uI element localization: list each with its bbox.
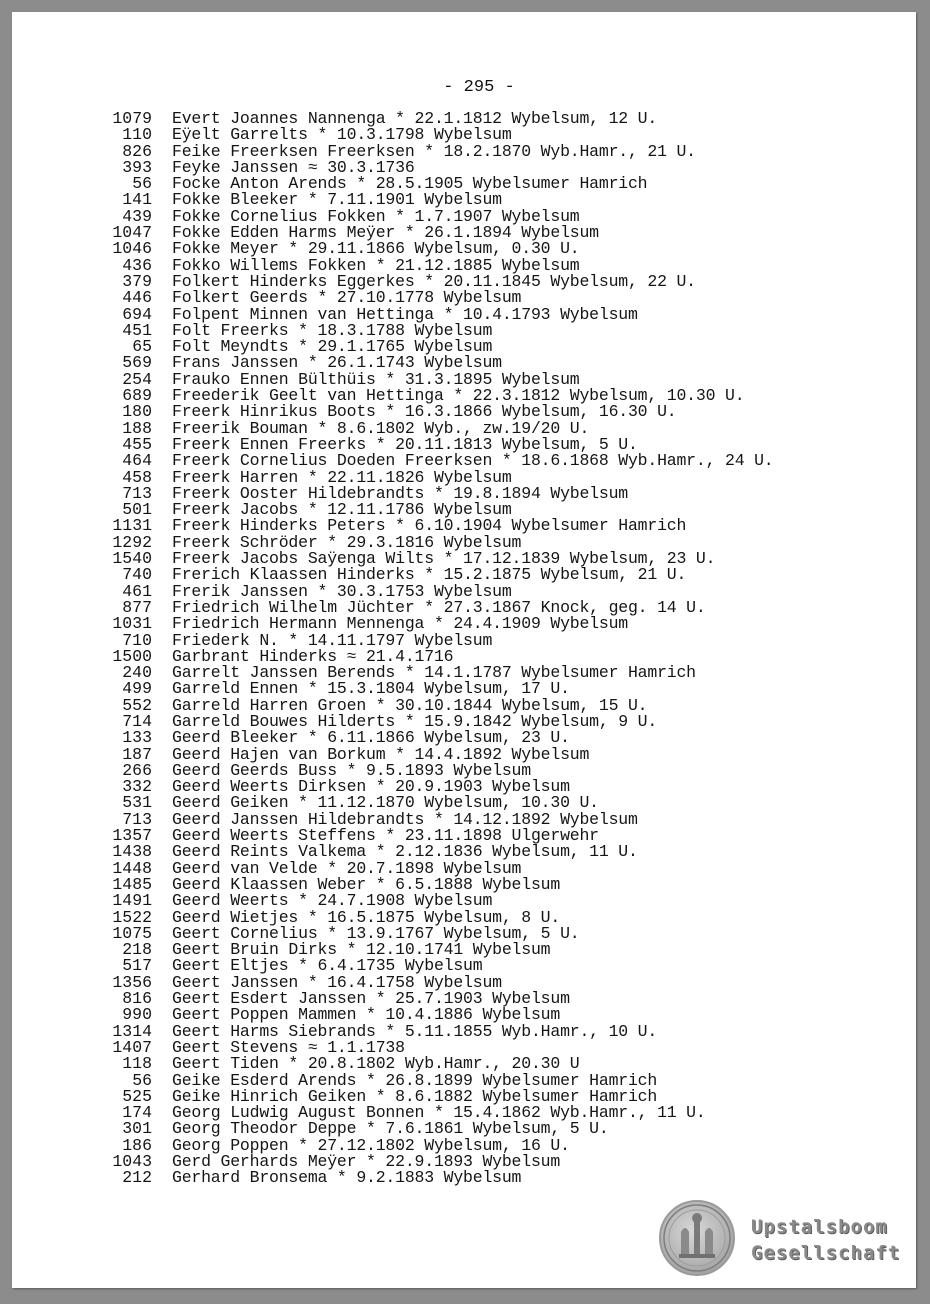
entry-number: 569 (122, 353, 152, 373)
entry-number: 188 (122, 418, 152, 438)
entry-text: Geerd Bleeker * 6.11.1866 Wybelsum, 23 U. (172, 728, 570, 748)
entry-number: 110 (122, 125, 152, 145)
entry-number: 218 (122, 940, 152, 960)
entry-number: 461 (122, 581, 152, 601)
entry-number: 65 (132, 337, 152, 357)
entry-number: 990 (122, 1005, 152, 1025)
entry-list (12, 111, 916, 1187)
entry-number: 1500 (112, 646, 152, 666)
entry-text: Freerk Jacobs Saÿenga Wilts * 17.12.1839 Wybelsum, 23 U. (172, 549, 716, 569)
entry-number: 141 (122, 190, 152, 210)
entry-text: Garrelt Janssen Berends * 14.1.1787 Wybelsumer Hamrich (172, 663, 696, 683)
entry-number: 301 (122, 1119, 152, 1139)
entry-text: Fokke Edden Harms Meÿer * 26.1.1894 Wybelsum (172, 223, 599, 243)
entry-text: Freerk Hinrikus Boots * 16.3.1866 Wybelsum, 16.30 U. (172, 402, 677, 422)
entry-number: 877 (122, 597, 152, 617)
entry-text: Frans Janssen * 26.1.1743 Wybelsum (172, 353, 502, 373)
entry-text: Geerd Geiken * 11.12.1870 Wybelsum, 10.30 U. (172, 793, 599, 813)
entry-text: Friederk N. * 14.11.1797 Wybelsum (172, 630, 493, 650)
entry-number: 517 (122, 956, 152, 976)
society-logo (659, 1200, 919, 1280)
entry-number: 1075 (112, 923, 152, 943)
entry-number: 689 (122, 386, 152, 406)
entry-number: 266 (122, 760, 152, 780)
logo-line-2: Gesellschaft (751, 1242, 901, 1264)
entry-number: 439 (122, 206, 152, 226)
entry-number: 826 (122, 141, 152, 161)
entry-text: Georg Ludwig August Bonnen * 15.4.1862 Wyb.Hamr., 11 U. (172, 1103, 706, 1123)
entry-text: Friedrich Wilhelm Jüchter * 27.3.1867 Knock, geg. 14 U. (172, 597, 706, 617)
entry-number: 1047 (112, 223, 152, 243)
entry-text: Geike Esderd Arends * 26.8.1899 Wybelsumer Hamrich (172, 1070, 658, 1090)
entry-number: 446 (122, 288, 152, 308)
logo-line-1: Upstalsboom (751, 1216, 888, 1238)
entry-text: Frerich Klaassen Hinderks * 15.2.1875 Wybelsum, 21 U. (172, 565, 687, 585)
entry-number: 694 (122, 304, 152, 324)
entry-text: Freerk Ennen Freerks * 20.11.1813 Wybelsum, 5 U. (172, 434, 638, 454)
entry-number: 1357 (112, 826, 152, 846)
entry-text: Feyke Janssen ≈ 30.3.1736 (172, 157, 415, 177)
entry-number: 254 (122, 369, 152, 389)
document-page (12, 12, 916, 1288)
entry-text: Georg Theodor Deppe * 7.6.1861 Wybelsum, 5 U. (172, 1119, 609, 1139)
entry-text: Freerk Hinderks Peters * 6.10.1904 Wybelsumer Hamrich (172, 516, 687, 536)
entry-text: Geike Hinrich Geiken * 8.6.1882 Wybelsumer Hamrich (172, 1086, 658, 1106)
entry-number: 436 (122, 255, 152, 275)
list-item (12, 1170, 916, 1186)
entry-text: Freerk Cornelius Doeden Freerksen * 18.6.1868 Wyb.Hamr., 24 U. (172, 451, 774, 471)
entry-text: Geerd Geerds Buss * 9.5.1893 Wybelsum (172, 760, 531, 780)
entry-number: 186 (122, 1135, 152, 1155)
entry-text: Gerd Gerhards Meÿer * 22.9.1893 Wybelsum (172, 1152, 561, 1171)
entry-text: Garreld Bouwes Hilderts * 15.9.1842 Wybelsum, 9 U. (172, 711, 658, 731)
entry-number: 133 (122, 728, 152, 748)
entry-number: 332 (122, 777, 152, 797)
entry-text: Geert Esdert Janssen * 25.7.1903 Wybelsum (172, 989, 570, 1009)
entry-number: 1485 (112, 874, 152, 894)
entry-number: 816 (122, 989, 152, 1009)
entry-number: 455 (122, 434, 152, 454)
entry-number: 740 (122, 565, 152, 585)
entry-text: Folt Meyndts * 29.1.1765 Wybelsum (172, 337, 493, 357)
entry-text: Geerd van Velde * 20.7.1898 Wybelsum (172, 858, 522, 878)
entry-number: 212 (122, 1168, 152, 1188)
entry-text: Geerd Janssen Hildebrandts * 14.12.1892 Wybelsum (172, 809, 638, 829)
seal-icon (659, 1200, 735, 1276)
entry-number: 393 (122, 157, 152, 177)
entry-text: Folt Freerks * 18.3.1788 Wybelsum (172, 320, 493, 340)
entry-text: Geerd Wietjes * 16.5.1875 Wybelsum, 8 U. (172, 907, 561, 927)
entry-number: 525 (122, 1086, 152, 1106)
entry-text: Geerd Reints Valkema * 2.12.1836 Wybelsum, 11 U. (172, 842, 638, 862)
entry-text: Eÿelt Garrelts * 10.3.1798 Wybelsum (172, 125, 512, 145)
entry-number: 1448 (112, 858, 152, 878)
entry-number: 1522 (112, 907, 152, 927)
entry-text: Geert Janssen * 16.4.1758 Wybelsum (172, 972, 502, 992)
entry-text: Feike Freerksen Freerksen * 18.2.1870 Wyb.Hamr., 21 U. (172, 141, 696, 161)
entry-text: Freerik Bouman * 8.6.1802 Wyb., zw.19/20 U. (172, 418, 590, 438)
entry-text: Garbrant Hinderks ≈ 21.4.1716 (172, 646, 454, 666)
entry-number: 710 (122, 630, 152, 650)
entry-text: Geerd Klaassen Weber * 6.5.1888 Wybelsum (172, 874, 561, 894)
entry-number: 240 (122, 663, 152, 683)
entry-text: Fokke Meyer * 29.11.1866 Wybelsum, 0.30 U. (172, 239, 580, 259)
entry-text: Folkert Hinderks Eggerkes * 20.11.1845 Wybelsum, 22 U. (172, 271, 696, 291)
entry-number: 1314 (112, 1021, 152, 1041)
entry-text: Geerd Weerts Dirksen * 20.9.1903 Wybelsum (172, 777, 570, 797)
entry-number: 1438 (112, 842, 152, 862)
entry-text: Fokke Cornelius Fokken * 1.7.1907 Wybelsum (172, 206, 580, 226)
entry-text: Geert Harms Siebrands * 5.11.1855 Wyb.Hamr., 10 U. (172, 1021, 658, 1041)
entry-text: Geerd Weerts Steffens * 23.11.1898 Ulgerwehr (172, 826, 599, 846)
entry-number: 464 (122, 451, 152, 471)
entry-number: 1046 (112, 239, 152, 259)
entry-number: 1491 (112, 891, 152, 911)
page-number: - 295 - (443, 78, 515, 97)
entry-number: 531 (122, 793, 152, 813)
entry-text: Geerd Weerts * 24.7.1908 Wybelsum (172, 891, 493, 911)
entry-text: Freerk Harren * 22.11.1826 Wybelsum (172, 467, 512, 487)
entry-number: 1131 (112, 516, 152, 536)
entry-text: Friedrich Hermann Mennenga * 24.4.1909 Wybelsum (172, 614, 628, 634)
entry-text: Garreld Ennen * 15.3.1804 Wybelsum, 17 U. (172, 679, 570, 699)
entry-number: 1031 (112, 614, 152, 634)
entry-text: Frerik Janssen * 30.3.1753 Wybelsum (172, 581, 512, 601)
entry-text: Geert Eltjes * 6.4.1735 Wybelsum (172, 956, 483, 976)
entry-number: 379 (122, 271, 152, 291)
entry-number: 180 (122, 402, 152, 422)
entry-text: Georg Poppen * 27.12.1802 Wybelsum, 16 U. (172, 1135, 570, 1155)
entry-number: 552 (122, 695, 152, 715)
entry-number: 458 (122, 467, 152, 487)
entry-text: Geert Cornelius * 13.9.1767 Wybelsum, 5 U. (172, 923, 580, 943)
entry-text: Geert Poppen Mammen * 10.4.1886 Wybelsum (172, 1005, 561, 1025)
entry-number: 501 (122, 500, 152, 520)
entry-number: 56 (132, 174, 152, 194)
entry-text: Folpent Minnen van Hettinga * 10.4.1793 Wybelsum (172, 304, 638, 324)
entry-text: Fokko Willems Fokken * 21.12.1885 Wybelsum (172, 255, 580, 275)
entry-text: Frauko Ennen Bülthüis * 31.3.1895 Wybelsum (172, 369, 580, 389)
entry-number: 451 (122, 320, 152, 340)
entry-number: 499 (122, 679, 152, 699)
entry-text: Geerd Hajen van Borkum * 14.4.1892 Wybelsum (172, 744, 590, 764)
entry-number: 1043 (112, 1152, 152, 1171)
entry-number: 713 (122, 809, 152, 829)
entry-number: 1540 (112, 549, 152, 569)
entry-text: Folkert Geerds * 27.10.1778 Wybelsum (172, 288, 522, 308)
entry-text: Fokke Bleeker * 7.11.1901 Wybelsum (172, 190, 502, 210)
entry-number: 174 (122, 1103, 152, 1123)
entry-text: Focke Anton Arends * 28.5.1905 Wybelsumer Hamrich (172, 174, 648, 194)
entry-number: 713 (122, 483, 152, 503)
entry-text: Geert Bruin Dirks * 12.10.1741 Wybelsum (172, 940, 551, 960)
entry-text: Freederik Geelt van Hettinga * 22.3.1812 Wybelsum, 10.30 U. (172, 386, 745, 406)
entry-number: 187 (122, 744, 152, 764)
entry-text: Geert Stevens ≈ 1.1.1738 (172, 1037, 405, 1057)
entry-text: Garreld Harren Groen * 30.10.1844 Wybelsum, 15 U. (172, 695, 648, 715)
entry-number: 1356 (112, 972, 152, 992)
entry-number: 118 (122, 1054, 152, 1074)
entry-number: 1292 (112, 532, 152, 552)
entry-text: Freerk Jacobs * 12.11.1786 Wybelsum (172, 500, 512, 520)
entry-text: Gerhard Bronsema * 9.2.1883 Wybelsum (172, 1168, 522, 1188)
entry-number: 1407 (112, 1037, 152, 1057)
entry-text: Geert Tiden * 20.8.1802 Wyb.Hamr., 20.30 U (172, 1054, 580, 1074)
entry-number: 714 (122, 711, 152, 731)
entry-number: 56 (132, 1070, 152, 1090)
entry-text: Evert Joannes Nannenga * 22.1.1812 Wybelsum, 12 U. (172, 109, 658, 128)
entry-number: 1079 (112, 109, 152, 128)
entry-text: Freerk Schröder * 29.3.1816 Wybelsum (172, 532, 522, 552)
entry-text: Freerk Ooster Hildebrandts * 19.8.1894 Wybelsum (172, 483, 628, 503)
